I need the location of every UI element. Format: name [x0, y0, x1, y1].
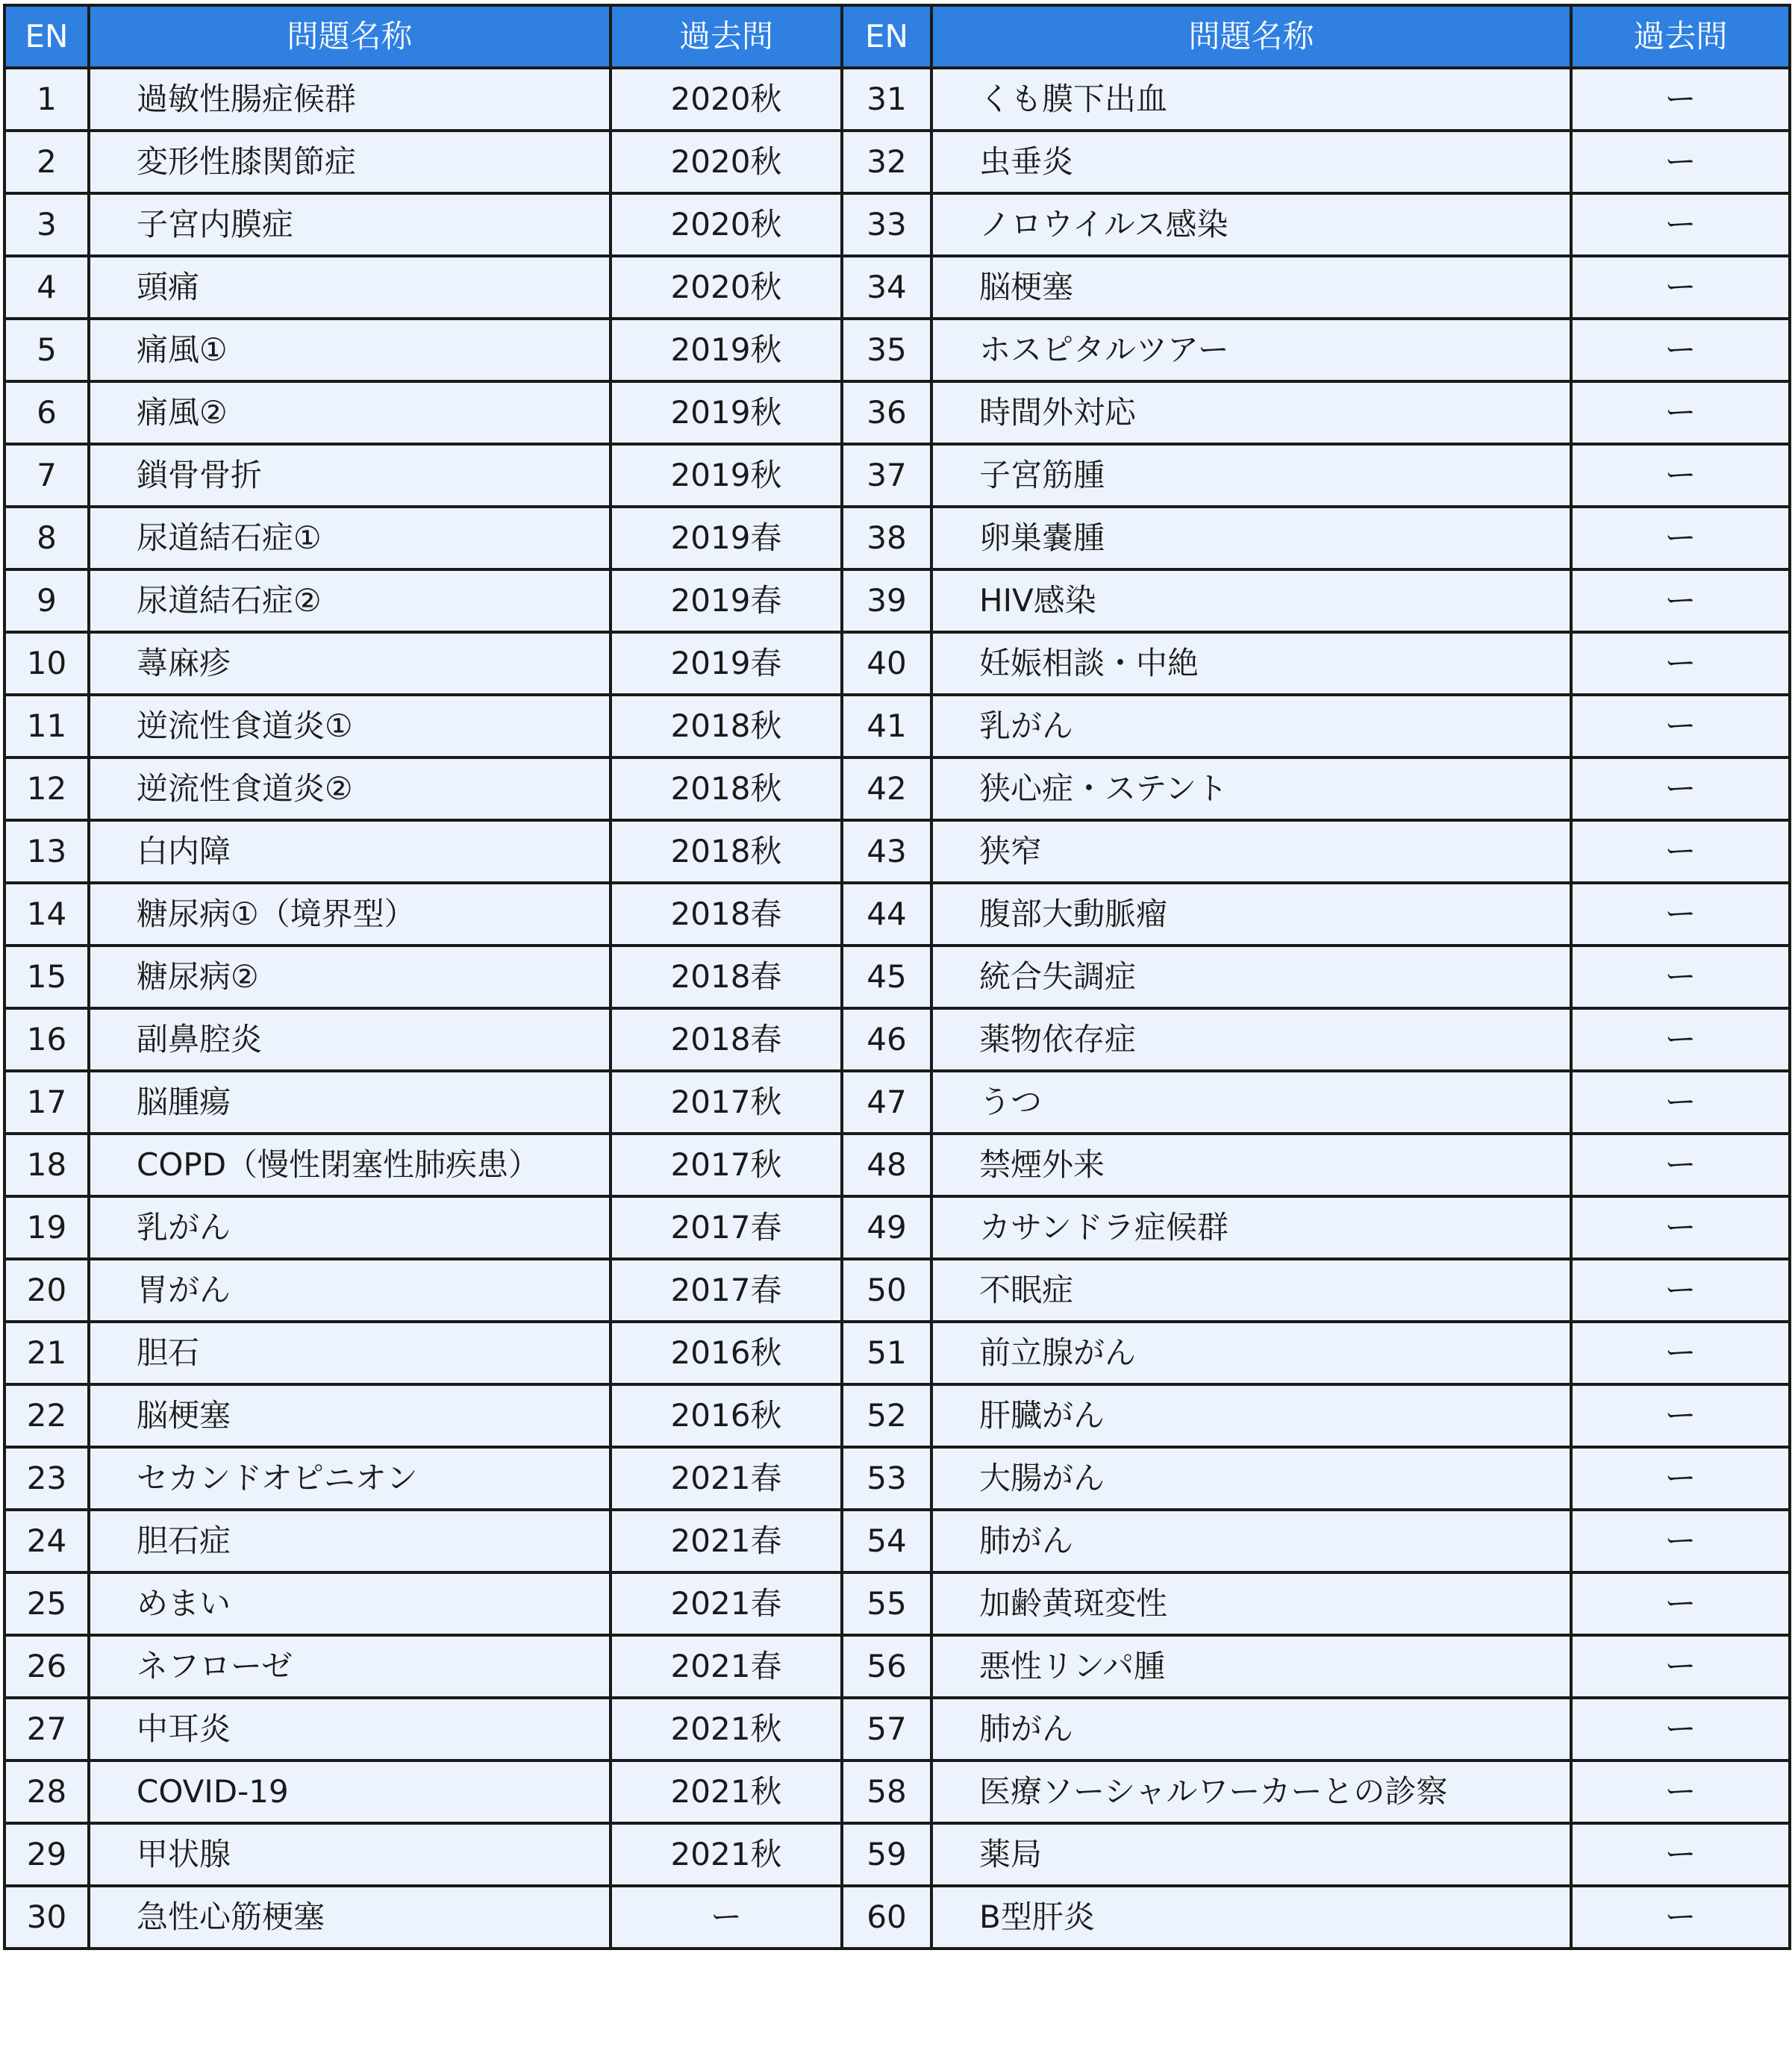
header-en-right: EN [842, 5, 931, 68]
cell-name-left: 鎖骨骨折 [89, 444, 611, 507]
cell-past-right: ー [1571, 695, 1790, 757]
cell-name-right: 肺がん [931, 1698, 1571, 1760]
table-body [4, 68, 1790, 1949]
cell-name-left: 脳梗塞 [89, 1384, 611, 1447]
table-row [4, 381, 1790, 444]
cell-name-right: 乳がん [931, 695, 1571, 757]
cell-past-right: ー [1571, 1572, 1790, 1635]
cell-en-right: 56 [842, 1635, 931, 1698]
table-row [4, 1384, 1790, 1447]
problem-table-container [3, 4, 1791, 1950]
cell-en-right: 41 [842, 695, 931, 757]
cell-en-left: 15 [4, 946, 89, 1008]
cell-past-right: ー [1571, 569, 1790, 632]
cell-en-right: 54 [842, 1510, 931, 1572]
cell-past-right: ー [1571, 1134, 1790, 1196]
cell-past-left: 2018秋 [611, 695, 842, 757]
cell-name-right: ホスピタルツアー [931, 319, 1571, 381]
table-row [4, 1823, 1790, 1886]
cell-en-left: 25 [4, 1572, 89, 1635]
cell-en-left: 21 [4, 1322, 89, 1384]
cell-en-right: 44 [842, 883, 931, 946]
cell-name-right: 時間外対応 [931, 381, 1571, 444]
header-row [4, 5, 1790, 68]
cell-name-left: 変形性膝関節症 [89, 131, 611, 193]
cell-past-left: 2017春 [611, 1196, 842, 1259]
cell-past-right: ー [1571, 256, 1790, 319]
cell-en-right: 39 [842, 569, 931, 632]
cell-name-left: 逆流性食道炎② [89, 757, 611, 820]
cell-en-left: 5 [4, 319, 89, 381]
cell-en-left: 12 [4, 757, 89, 820]
cell-past-left: 2021春 [611, 1447, 842, 1510]
cell-en-left: 22 [4, 1384, 89, 1447]
table-row [4, 256, 1790, 319]
table-row [4, 1635, 1790, 1698]
cell-name-right: 肝臓がん [931, 1384, 1571, 1447]
table-row [4, 695, 1790, 757]
cell-past-right: ー [1571, 507, 1790, 569]
cell-past-right: ー [1571, 1823, 1790, 1886]
cell-en-left: 13 [4, 820, 89, 883]
table-row [4, 1760, 1790, 1823]
cell-name-left: 糖尿病② [89, 946, 611, 1008]
cell-past-left: 2019春 [611, 632, 842, 695]
problem-table [3, 4, 1791, 1950]
cell-en-right: 60 [842, 1886, 931, 1949]
cell-en-right: 46 [842, 1008, 931, 1071]
cell-name-left: 胃がん [89, 1259, 611, 1322]
cell-en-left: 14 [4, 883, 89, 946]
cell-name-right: B型肝炎 [931, 1886, 1571, 1949]
cell-name-right: 大腸がん [931, 1447, 1571, 1510]
cell-name-left: 頭痛 [89, 256, 611, 319]
cell-past-right: ー [1571, 319, 1790, 381]
cell-name-right: 狭心症・ステント [931, 757, 1571, 820]
header-name-left: 問題名称 [89, 5, 611, 68]
cell-name-left: 子宮内膜症 [89, 193, 611, 256]
cell-name-right: 禁煙外来 [931, 1134, 1571, 1196]
table-row [4, 131, 1790, 193]
cell-en-left: 2 [4, 131, 89, 193]
cell-past-right: ー [1571, 1886, 1790, 1949]
cell-name-left: 糖尿病①（境界型） [89, 883, 611, 946]
cell-en-right: 59 [842, 1823, 931, 1886]
cell-en-left: 17 [4, 1071, 89, 1134]
cell-en-right: 52 [842, 1384, 931, 1447]
cell-en-right: 51 [842, 1322, 931, 1384]
table-row [4, 1071, 1790, 1134]
cell-en-right: 55 [842, 1572, 931, 1635]
cell-past-right: ー [1571, 68, 1790, 131]
cell-name-right: ノロウイルス感染 [931, 193, 1571, 256]
table-row [4, 507, 1790, 569]
cell-name-right: 肺がん [931, 1510, 1571, 1572]
cell-name-left: 副鼻腔炎 [89, 1008, 611, 1071]
cell-name-right: 薬物依存症 [931, 1008, 1571, 1071]
cell-en-right: 45 [842, 946, 931, 1008]
header-name-right: 問題名称 [931, 5, 1571, 68]
cell-name-right: HIV感染 [931, 569, 1571, 632]
cell-name-right: 不眠症 [931, 1259, 1571, 1322]
cell-past-left: 2019春 [611, 507, 842, 569]
cell-en-right: 48 [842, 1134, 931, 1196]
cell-past-left: 2019秋 [611, 444, 842, 507]
cell-past-right: ー [1571, 1447, 1790, 1510]
cell-past-left: 2021秋 [611, 1698, 842, 1760]
cell-past-left: 2020秋 [611, 131, 842, 193]
cell-en-right: 33 [842, 193, 931, 256]
table-row [4, 1259, 1790, 1322]
cell-en-left: 9 [4, 569, 89, 632]
cell-past-left: 2018秋 [611, 820, 842, 883]
table-row [4, 1322, 1790, 1384]
cell-name-right: 卵巣嚢腫 [931, 507, 1571, 569]
cell-past-left: 2016秋 [611, 1384, 842, 1447]
table-row [4, 319, 1790, 381]
cell-en-left: 16 [4, 1008, 89, 1071]
cell-past-left: 2017秋 [611, 1071, 842, 1134]
table-row [4, 68, 1790, 131]
cell-name-left: セカンドオピニオン [89, 1447, 611, 1510]
cell-name-right: 虫垂炎 [931, 131, 1571, 193]
cell-past-left: 2017春 [611, 1259, 842, 1322]
cell-en-right: 31 [842, 68, 931, 131]
cell-en-right: 35 [842, 319, 931, 381]
cell-past-left: 2019春 [611, 569, 842, 632]
cell-name-left: 尿道結石症① [89, 507, 611, 569]
cell-name-right: 子宮筋腫 [931, 444, 1571, 507]
cell-past-left: ー [611, 1886, 842, 1949]
cell-past-right: ー [1571, 444, 1790, 507]
cell-name-left: 蕁麻疹 [89, 632, 611, 695]
cell-past-left: 2020秋 [611, 256, 842, 319]
cell-name-right: 妊娠相談・中絶 [931, 632, 1571, 695]
cell-past-right: ー [1571, 632, 1790, 695]
cell-past-left: 2020秋 [611, 68, 842, 131]
cell-name-left: 胆石症 [89, 1510, 611, 1572]
table-row [4, 444, 1790, 507]
cell-name-left: 急性心筋梗塞 [89, 1886, 611, 1949]
cell-past-left: 2018春 [611, 946, 842, 1008]
cell-en-left: 19 [4, 1196, 89, 1259]
table-row [4, 1572, 1790, 1635]
cell-en-left: 27 [4, 1698, 89, 1760]
cell-name-left: COVID-19 [89, 1760, 611, 1823]
cell-past-right: ー [1571, 883, 1790, 946]
table-row [4, 569, 1790, 632]
cell-past-right: ー [1571, 1071, 1790, 1134]
table-row [4, 1134, 1790, 1196]
cell-en-right: 34 [842, 256, 931, 319]
cell-name-right: くも膜下出血 [931, 68, 1571, 131]
cell-name-right: 加齢黄斑変性 [931, 1572, 1571, 1635]
cell-past-right: ー [1571, 946, 1790, 1008]
header-past-right: 過去問 [1571, 5, 1790, 68]
cell-past-left: 2018春 [611, 1008, 842, 1071]
cell-past-right: ー [1571, 757, 1790, 820]
cell-name-right: 統合失調症 [931, 946, 1571, 1008]
table-row [4, 193, 1790, 256]
cell-en-right: 57 [842, 1698, 931, 1760]
cell-en-left: 4 [4, 256, 89, 319]
cell-en-left: 18 [4, 1134, 89, 1196]
cell-past-right: ー [1571, 131, 1790, 193]
cell-name-right: 前立腺がん [931, 1322, 1571, 1384]
cell-name-left: ネフローゼ [89, 1635, 611, 1698]
cell-name-right: 医療ソーシャルワーカーとの診察 [931, 1760, 1571, 1823]
table-row [4, 883, 1790, 946]
cell-name-left: 白内障 [89, 820, 611, 883]
cell-en-left: 11 [4, 695, 89, 757]
cell-en-left: 3 [4, 193, 89, 256]
cell-past-left: 2021春 [611, 1510, 842, 1572]
cell-past-left: 2017秋 [611, 1134, 842, 1196]
table-row [4, 1447, 1790, 1510]
cell-name-left: 胆石 [89, 1322, 611, 1384]
cell-name-right: 薬局 [931, 1823, 1571, 1886]
cell-name-left: めまい [89, 1572, 611, 1635]
cell-past-right: ー [1571, 1760, 1790, 1823]
table-row [4, 1008, 1790, 1071]
table-row [4, 820, 1790, 883]
cell-past-right: ー [1571, 1259, 1790, 1322]
cell-en-right: 50 [842, 1259, 931, 1322]
cell-en-left: 7 [4, 444, 89, 507]
cell-past-right: ー [1571, 1384, 1790, 1447]
cell-name-left: 脳腫瘍 [89, 1071, 611, 1134]
cell-en-right: 53 [842, 1447, 931, 1510]
table-row [4, 1510, 1790, 1572]
cell-name-left: 甲状腺 [89, 1823, 611, 1886]
cell-past-right: ー [1571, 1698, 1790, 1760]
cell-en-right: 58 [842, 1760, 931, 1823]
cell-en-left: 8 [4, 507, 89, 569]
header-past-left: 過去問 [611, 5, 842, 68]
cell-en-right: 38 [842, 507, 931, 569]
cell-past-right: ー [1571, 1322, 1790, 1384]
table-row [4, 757, 1790, 820]
table-row [4, 1886, 1790, 1949]
cell-name-left: 過敏性腸症候群 [89, 68, 611, 131]
table-row [4, 1196, 1790, 1259]
cell-name-right: 狭窄 [931, 820, 1571, 883]
table-row [4, 632, 1790, 695]
cell-en-right: 40 [842, 632, 931, 695]
cell-en-left: 23 [4, 1447, 89, 1510]
cell-name-left: 乳がん [89, 1196, 611, 1259]
cell-past-left: 2019秋 [611, 381, 842, 444]
cell-en-left: 29 [4, 1823, 89, 1886]
cell-past-left: 2021春 [611, 1572, 842, 1635]
cell-past-left: 2021秋 [611, 1823, 842, 1886]
cell-past-left: 2018春 [611, 883, 842, 946]
cell-name-left: 尿道結石症② [89, 569, 611, 632]
cell-en-right: 49 [842, 1196, 931, 1259]
cell-past-left: 2021秋 [611, 1760, 842, 1823]
cell-past-right: ー [1571, 1635, 1790, 1698]
cell-name-right: 悪性リンパ腫 [931, 1635, 1571, 1698]
cell-en-right: 37 [842, 444, 931, 507]
cell-en-left: 24 [4, 1510, 89, 1572]
cell-past-left: 2016秋 [611, 1322, 842, 1384]
cell-en-left: 6 [4, 381, 89, 444]
cell-en-right: 42 [842, 757, 931, 820]
cell-past-right: ー [1571, 193, 1790, 256]
cell-en-right: 43 [842, 820, 931, 883]
cell-past-left: 2021春 [611, 1635, 842, 1698]
cell-name-left: 痛風① [89, 319, 611, 381]
cell-name-left: 逆流性食道炎① [89, 695, 611, 757]
cell-en-left: 1 [4, 68, 89, 131]
cell-en-left: 10 [4, 632, 89, 695]
cell-name-right: 腹部大動脈瘤 [931, 883, 1571, 946]
cell-past-right: ー [1571, 381, 1790, 444]
cell-name-left: COPD（慢性閉塞性肺疾患） [89, 1134, 611, 1196]
cell-en-left: 26 [4, 1635, 89, 1698]
cell-name-left: 痛風② [89, 381, 611, 444]
cell-past-right: ー [1571, 1510, 1790, 1572]
cell-past-left: 2018秋 [611, 757, 842, 820]
cell-past-left: 2019秋 [611, 319, 842, 381]
cell-past-right: ー [1571, 1196, 1790, 1259]
cell-name-right: カサンドラ症候群 [931, 1196, 1571, 1259]
cell-en-right: 47 [842, 1071, 931, 1134]
cell-name-right: 脳梗塞 [931, 256, 1571, 319]
cell-past-right: ー [1571, 820, 1790, 883]
cell-en-left: 30 [4, 1886, 89, 1949]
cell-en-right: 32 [842, 131, 931, 193]
header-en-left: EN [4, 5, 89, 68]
table-row [4, 946, 1790, 1008]
table-row [4, 1698, 1790, 1760]
cell-past-right: ー [1571, 1008, 1790, 1071]
cell-name-left: 中耳炎 [89, 1698, 611, 1760]
cell-en-left: 20 [4, 1259, 89, 1322]
cell-past-left: 2020秋 [611, 193, 842, 256]
cell-en-left: 28 [4, 1760, 89, 1823]
cell-en-right: 36 [842, 381, 931, 444]
cell-name-right: うつ [931, 1071, 1571, 1134]
